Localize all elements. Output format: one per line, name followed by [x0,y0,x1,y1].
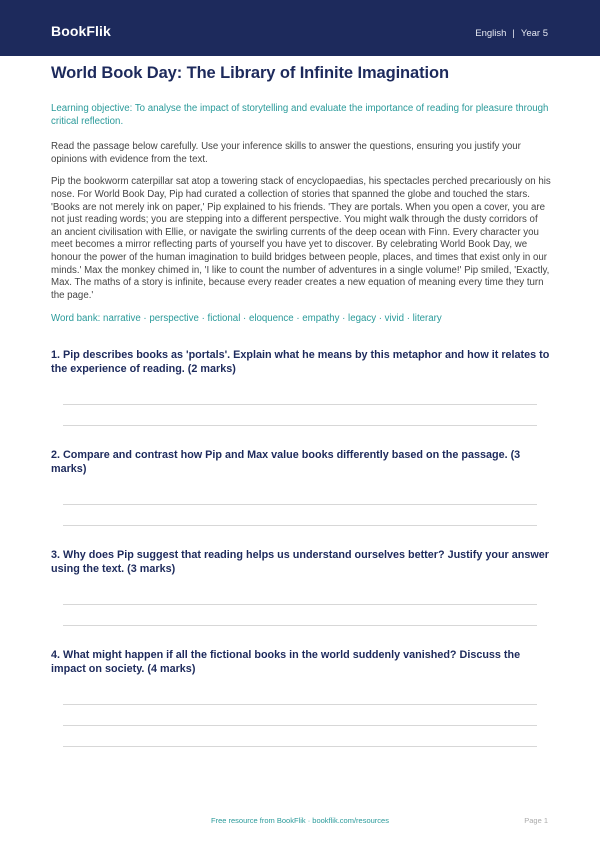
answer-line [63,725,537,726]
question-text: 3. Why does Pip suggest that reading helps us understand ourselves better? Justify your answer using the text. (3 marks) [51,548,549,575]
brand-logo: BookFlik [51,23,111,39]
answer-line [63,625,537,626]
answer-area[interactable] [63,504,537,526]
page-number: Page 1 [524,816,548,825]
footer-credit[interactable]: Free resource from BookFlik · bookflik.com/resources [211,816,389,825]
learning-objective: Learning objective: To analyse the impact of storytelling and evaluate the importance of reading for pleasure through critical reflection. [51,103,549,127]
answer-line [63,425,537,426]
answer-line [63,525,537,526]
subject-label: English [475,28,507,39]
reading-passage: Pip the bookworm caterpillar sat atop a towering stack of encyclopaedias, his spectacles perched precariously on his nose. For World Book Day, Pip had curated a collection of stories that spanned the globe and touched the stars. 'Books are not merely ink on paper,' Pip explained to his friends. 'They are portals. When you open a cover, you are not just reading words; you are stepping into a different perspective. You might walk through the dusty corridors of an ancient civilisation with Ellie, or navigate the swirling currents of the deep ocean with Finn. Every character you meet becomes a mirror reflecting parts of yourself you have yet to discover. By celebrating World Book Day, we honour the power of the human imagination to build bridges between people, places, and times that exist only in our minds.' Max the monkey chimed in, 'I like to count the number of adventures in a single volume!' Pip smiled, 'Exactly, Max. The maths of a story is infinite, because every reader creates a new equation of meaning every time they turn the page.' [51,176,551,301]
question-block [51,648,551,747]
year-label: Year 5 [520,28,548,39]
word-bank: Word bank: narrative · perspective · fictional · eloquence · empathy · legacy · vivid · literary [51,313,442,325]
worksheet-content [51,64,551,747]
header-bar [0,0,600,56]
question-block [51,548,551,626]
answer-line [63,604,537,605]
worksheet-title: World Book Day: The Library of Infinite Imagination [51,64,449,82]
question-text: 4. What might happen if all the fictional books in the world suddenly vanished? Discuss the impact on society. (4 marks) [51,648,521,675]
question-block [51,348,551,426]
question-text: 1. Pip describes books as 'portals'. Explain what he means by this metaphor and how it relates to the experience of reading. (2 marks) [51,348,550,375]
answer-line [63,704,537,705]
answer-line [63,504,537,505]
answer-area[interactable] [63,404,537,426]
answer-area[interactable] [63,704,537,747]
question-text: 2. Compare and contrast how Pip and Max value books differently based on the passage. (3 marks) [51,448,521,475]
answer-line [63,746,537,747]
question-block [51,448,551,526]
footer [0,816,600,830]
instructions: Read the passage below carefully. Use your inference skills to answer the questions, ensuring you justify your opinions with evidence from the text. [51,141,521,165]
answer-line [63,404,537,405]
separator: | [512,28,515,39]
subject-year-label [475,28,548,39]
answer-area[interactable] [63,604,537,626]
